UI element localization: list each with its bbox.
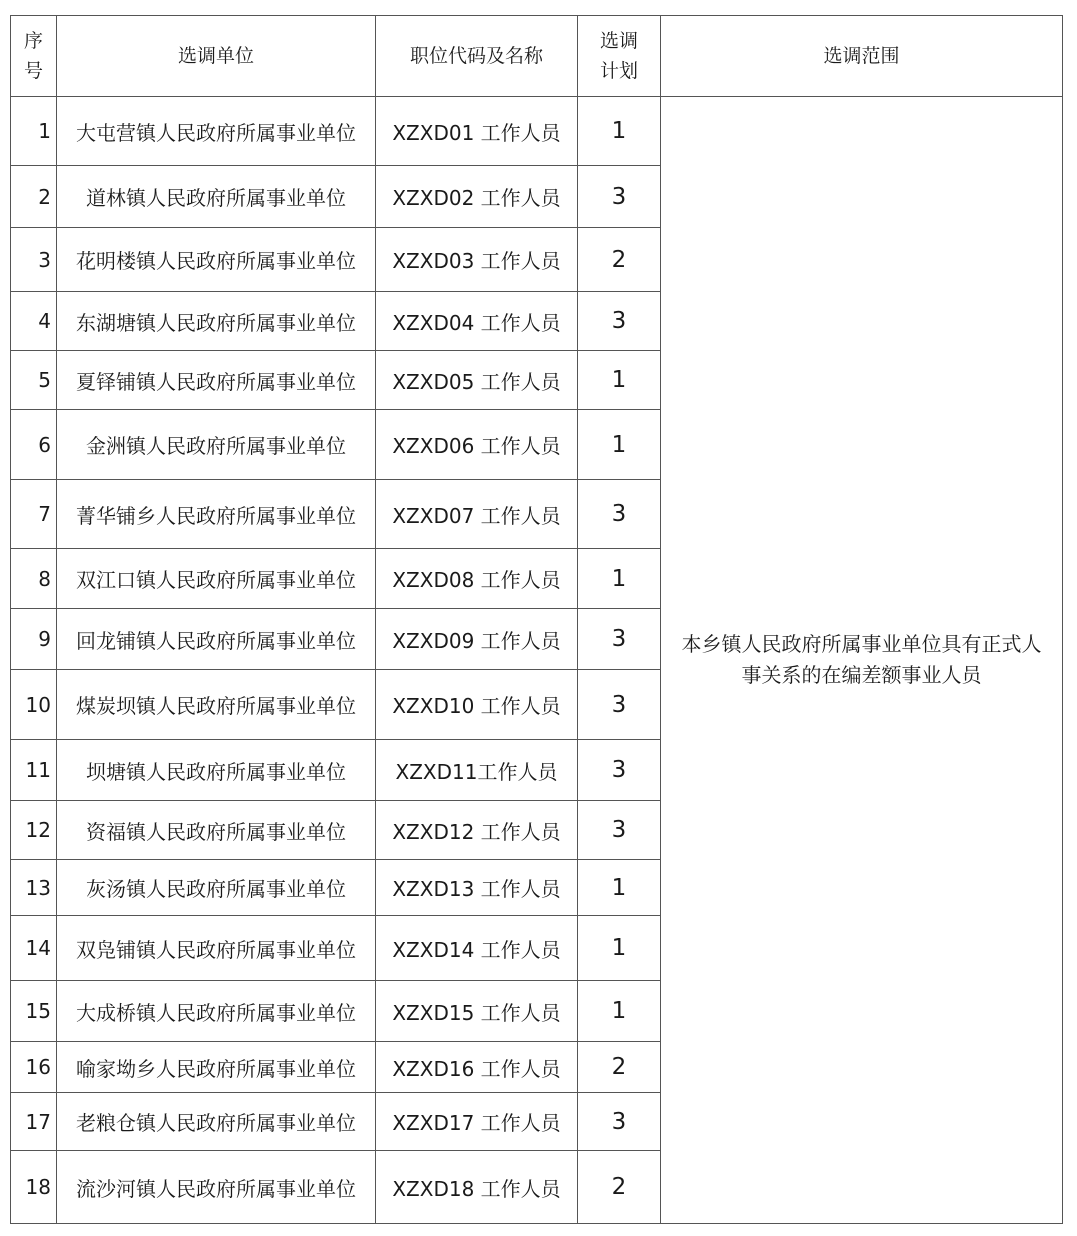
unit-name: 东湖塘镇人民政府所属事业单位 bbox=[57, 292, 376, 351]
plan-count: 3 bbox=[578, 609, 661, 670]
plan-count: 3 bbox=[578, 480, 661, 549]
plan-count: 3 bbox=[578, 166, 661, 228]
header-plan bbox=[578, 16, 661, 97]
unit-name: 双凫铺镇人民政府所属事业单位 bbox=[57, 916, 376, 981]
unit-name: 老粮仓镇人民政府所属事业单位 bbox=[57, 1093, 376, 1151]
row-number: 7 bbox=[11, 480, 57, 549]
row-number: 13 bbox=[11, 860, 57, 916]
header-code: 职位代码及名称 bbox=[376, 16, 578, 97]
row-number: 4 bbox=[11, 292, 57, 351]
position-code: XZXD12 工作人员 bbox=[376, 801, 578, 860]
position-code: XZXD16 工作人员 bbox=[376, 1042, 578, 1093]
position-code: XZXD18 工作人员 bbox=[376, 1151, 578, 1224]
plan-count: 3 bbox=[578, 801, 661, 860]
position-code: XZXD01 工作人员 bbox=[376, 97, 578, 166]
plan-count: 3 bbox=[578, 292, 661, 351]
header-no-line2: 号 bbox=[23, 60, 43, 82]
position-code: XZXD11工作人员 bbox=[376, 740, 578, 801]
row-number: 10 bbox=[11, 670, 57, 740]
row-number: 8 bbox=[11, 549, 57, 609]
unit-name: 流沙河镇人民政府所属事业单位 bbox=[57, 1151, 376, 1224]
unit-name: 大成桥镇人民政府所属事业单位 bbox=[57, 981, 376, 1042]
position-code: XZXD10 工作人员 bbox=[376, 670, 578, 740]
row-number: 5 bbox=[11, 351, 57, 410]
unit-name: 灰汤镇人民政府所属事业单位 bbox=[57, 860, 376, 916]
position-code: XZXD05 工作人员 bbox=[376, 351, 578, 410]
position-code: XZXD17 工作人员 bbox=[376, 1093, 578, 1151]
unit-name: 喻家坳乡人民政府所属事业单位 bbox=[57, 1042, 376, 1093]
plan-count: 1 bbox=[578, 549, 661, 609]
plan-count: 1 bbox=[578, 97, 661, 166]
header-no bbox=[11, 16, 57, 97]
position-code: XZXD09 工作人员 bbox=[376, 609, 578, 670]
unit-name: 大屯营镇人民政府所属事业单位 bbox=[57, 97, 376, 166]
plan-count: 1 bbox=[578, 860, 661, 916]
header-row bbox=[11, 16, 1063, 97]
unit-name: 金洲镇人民政府所属事业单位 bbox=[57, 410, 376, 480]
header-plan-line2: 计划 bbox=[599, 60, 638, 82]
position-code: XZXD14 工作人员 bbox=[376, 916, 578, 981]
position-code: XZXD13 工作人员 bbox=[376, 860, 578, 916]
row-number: 2 bbox=[11, 166, 57, 228]
position-code: XZXD03 工作人员 bbox=[376, 228, 578, 292]
position-code: XZXD06 工作人员 bbox=[376, 410, 578, 480]
row-number: 14 bbox=[11, 916, 57, 981]
unit-name: 煤炭坝镇人民政府所属事业单位 bbox=[57, 670, 376, 740]
unit-name: 菁华铺乡人民政府所属事业单位 bbox=[57, 480, 376, 549]
row-number: 17 bbox=[11, 1093, 57, 1151]
plan-count: 2 bbox=[578, 1151, 661, 1224]
plan-count: 1 bbox=[578, 410, 661, 480]
plan-count: 3 bbox=[578, 670, 661, 740]
plan-count: 2 bbox=[578, 228, 661, 292]
unit-name: 夏铎铺镇人民政府所属事业单位 bbox=[57, 351, 376, 410]
plan-count: 1 bbox=[578, 916, 661, 981]
header-plan-line1: 选调 bbox=[599, 30, 638, 52]
scope-text: 本乡镇人民政府所属事业单位具有正式人 事关系的在编差额事业人员 bbox=[661, 97, 1063, 1224]
unit-name: 资福镇人民政府所属事业单位 bbox=[57, 801, 376, 860]
row-number: 16 bbox=[11, 1042, 57, 1093]
position-code: XZXD04 工作人员 bbox=[376, 292, 578, 351]
unit-name: 坝塘镇人民政府所属事业单位 bbox=[57, 740, 376, 801]
unit-name: 花明楼镇人民政府所属事业单位 bbox=[57, 228, 376, 292]
row-number: 12 bbox=[11, 801, 57, 860]
unit-name: 回龙铺镇人民政府所属事业单位 bbox=[57, 609, 376, 670]
header-scope: 选调范围 bbox=[661, 16, 1063, 97]
header-no-line1: 序 bbox=[23, 30, 43, 52]
unit-name: 双江口镇人民政府所属事业单位 bbox=[57, 549, 376, 609]
plan-count: 2 bbox=[578, 1042, 661, 1093]
position-code: XZXD08 工作人员 bbox=[376, 549, 578, 609]
plan-count: 3 bbox=[578, 740, 661, 801]
row-number: 18 bbox=[11, 1151, 57, 1224]
position-code: XZXD02 工作人员 bbox=[376, 166, 578, 228]
recruitment-table bbox=[10, 15, 1063, 1224]
table-row bbox=[11, 97, 1063, 166]
plan-count: 1 bbox=[578, 351, 661, 410]
header-unit: 选调单位 bbox=[57, 16, 376, 97]
plan-count: 1 bbox=[578, 981, 661, 1042]
position-code: XZXD07 工作人员 bbox=[376, 480, 578, 549]
row-number: 6 bbox=[11, 410, 57, 480]
plan-count: 3 bbox=[578, 1093, 661, 1151]
row-number: 15 bbox=[11, 981, 57, 1042]
row-number: 3 bbox=[11, 228, 57, 292]
row-number: 11 bbox=[11, 740, 57, 801]
row-number: 9 bbox=[11, 609, 57, 670]
unit-name: 道林镇人民政府所属事业单位 bbox=[57, 166, 376, 228]
position-code: XZXD15 工作人员 bbox=[376, 981, 578, 1042]
row-number: 1 bbox=[11, 97, 57, 166]
